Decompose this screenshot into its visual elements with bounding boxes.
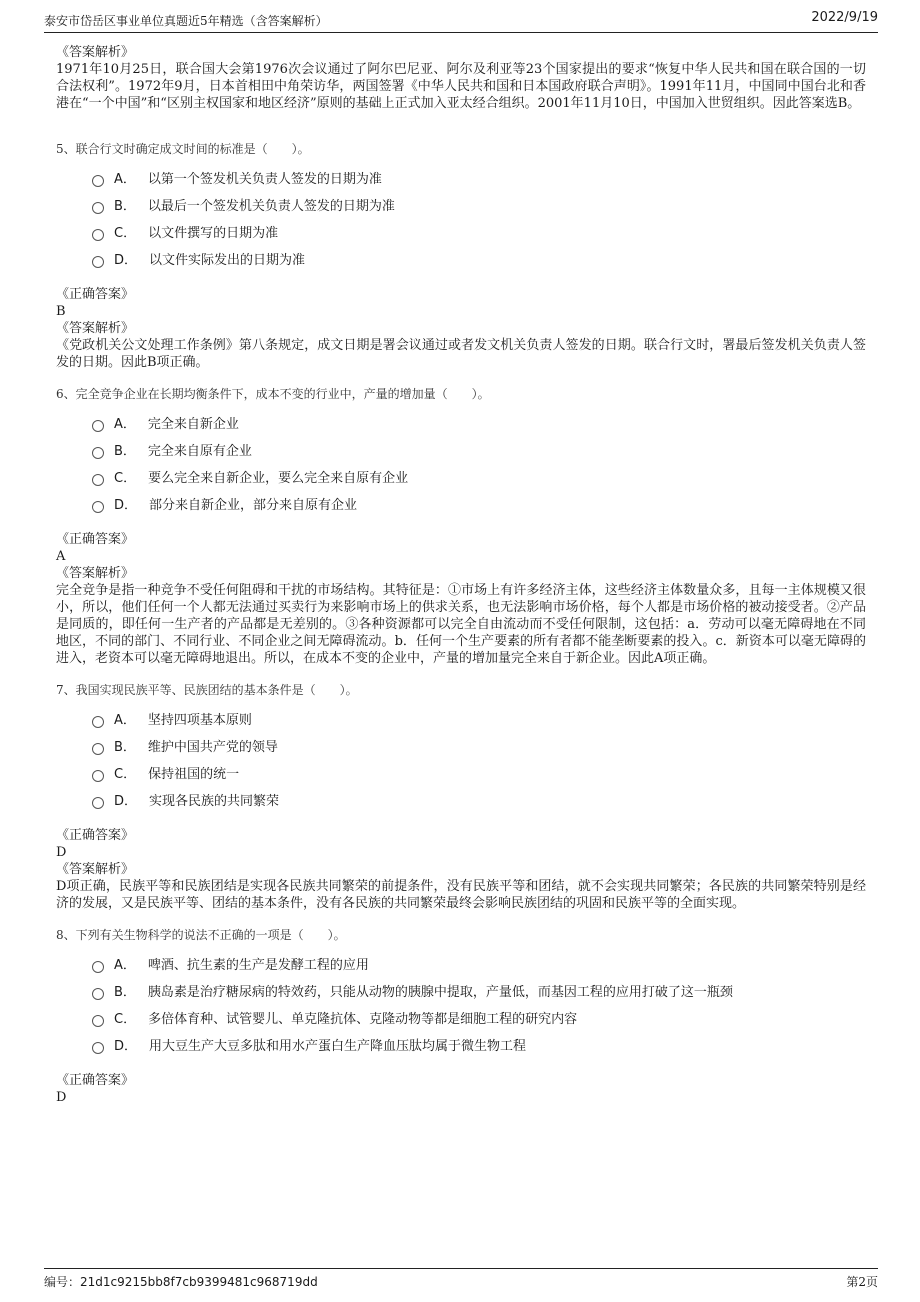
page-content: [56, 44, 866, 1106]
option-q7-d[interactable]: D． 实现各民族的共同繁荣: [92, 786, 866, 813]
analysis-text: 完全竞争是指一种竞争不受任何阻碍和干扰的市场结构。其特征是：①市场上有许多经济主体，这些经济主体数量众多，且每一主体规模又很小，所以，他们任何一个人都无法通过买卖行为来影响市场上的供求关系，也无法影响市场价格，每个人都是市场价格的被动接受者。②产品是同质的，即任何一生产者的产品都是无差别的。③各种资源都可以完全自由流动而不受任何限制，这包括：a．劳动可以毫无障碍地在不同地区，不同的部门、不同行业、不同企业之间无障碍流动。b．任何一个生产要素的所有者都不能垄断要素的投入。c．新资本可以毫无障碍的进入，老资本可以毫无障碍地退出。所以，在成本不变的企业中，产量的增加量完全来自于新企业。因此A项正确。: [56, 583, 866, 666]
option-q7-c[interactable]: C． 保持祖国的统一: [92, 759, 866, 786]
correct-answer-label: 《正确答案》: [56, 1073, 135, 1088]
radio-icon[interactable]: [92, 961, 104, 973]
page-footer: [44, 1268, 878, 1291]
option-q7-b[interactable]: B． 维护中国共产党的领导: [92, 732, 866, 759]
option-q5-c[interactable]: C． 以文件撰写的日期为准: [92, 218, 866, 245]
radio-icon[interactable]: [92, 988, 104, 1000]
option-q6-a[interactable]: A． 完全来自新企业: [92, 409, 866, 436]
radio-icon[interactable]: [92, 716, 104, 728]
radio-icon[interactable]: [92, 202, 104, 214]
document-date: 2022/9/19: [811, 10, 878, 25]
analysis-label: 《答案解析》: [56, 45, 135, 60]
question-7: 7、我国实现民族平等、民族团结的基本条件是（ ）。: [56, 683, 358, 697]
radio-icon[interactable]: [92, 770, 104, 782]
correct-answer-label: 《正确答案》: [56, 828, 135, 843]
radio-icon[interactable]: [92, 256, 104, 268]
question-5: 5、联合行文时确定成文时间的标准是（ ）。: [56, 142, 310, 156]
option-q8-a[interactable]: A． 啤酒、抗生素的生产是发酵工程的应用: [92, 950, 866, 977]
analysis-label: 《答案解析》: [56, 862, 135, 877]
options-q6: [92, 409, 866, 517]
radio-icon[interactable]: [92, 474, 104, 486]
correct-answer-label: 《正确答案》: [56, 532, 135, 547]
options-q5: [92, 164, 866, 272]
document-code: 编号：21d1c9215bb8f7cb9399481c968719dd: [44, 1275, 318, 1289]
option-q8-c[interactable]: C． 多倍体育种、试管婴儿、单克隆抗体、克隆动物等都是细胞工程的研究内容: [92, 1004, 866, 1031]
options-q7: [92, 705, 866, 813]
correct-answer: D: [56, 845, 67, 860]
option-q8-d[interactable]: D． 用大豆生产大豆多肽和用水产蛋白生产降血压肽均属于微生物工程: [92, 1031, 866, 1058]
radio-icon[interactable]: [92, 1015, 104, 1027]
option-q6-c[interactable]: C． 要么完全来自新企业，要么完全来自原有企业: [92, 463, 866, 490]
radio-icon[interactable]: [92, 797, 104, 809]
radio-icon[interactable]: [92, 447, 104, 459]
option-q5-a[interactable]: A． 以第一个签发机关负责人签发的日期为准: [92, 164, 866, 191]
correct-answer: A: [56, 549, 66, 564]
correct-answer: D: [56, 1090, 67, 1105]
option-q5-d[interactable]: D． 以文件实际发出的日期为准: [92, 245, 866, 272]
analysis-label: 《答案解析》: [56, 321, 135, 336]
analysis-text: D项正确，民族平等和民族团结是实现各民族共同繁荣的前提条件，没有民族平等和团结，就不会实现共同繁荣；各民族的共同繁荣特别是经济的发展，又是民族平等、团结的基本条件，没有各民族的共同繁荣最终会影响民族团结的巩固和民族平等的全面实现。: [56, 879, 866, 911]
analysis-label: 《答案解析》: [56, 566, 135, 581]
question-8: 8、下列有关生物科学的说法不正确的一项是（ ）。: [56, 928, 346, 942]
page-number: 第2页: [846, 1275, 878, 1289]
radio-icon[interactable]: [92, 175, 104, 187]
page-header: [44, 10, 878, 33]
correct-answer: B: [56, 304, 66, 319]
radio-icon[interactable]: [92, 420, 104, 432]
analysis-text: 1971年10月25日，联合国大会第1976次会议通过了阿尔巴尼亚、阿尔及利亚等23个国家提出的要求“恢复中华人民共和国在联合国的一切合法权利”。1972年9月，日本首相田中角荣访华，两国签署《中华人民共和国和日本国政府联合声明》。1991年11月，中国同中国台北和香港在“一个中国”和“区别主权国家和地区经济”原则的基础上正式加入亚太经合组织。2001年11月10日，中国加入世贸组织。因此答案选B。: [56, 62, 866, 111]
radio-icon[interactable]: [92, 743, 104, 755]
option-q6-d[interactable]: D． 部分来自新企业，部分来自原有企业: [92, 490, 866, 517]
option-q8-b[interactable]: B． 胰岛素是治疗糖尿病的特效药，只能从动物的胰腺中提取，产量低，而基因工程的应用打破了这一瓶颈: [92, 977, 866, 1004]
option-q6-b[interactable]: B． 完全来自原有企业: [92, 436, 866, 463]
analysis-text: 《党政机关公文处理工作条例》第八条规定，成文日期是署会议通过或者发文机关负责人签发的日期。联合行文时，署最后签发机关负责人签发的日期。因此B项正确。: [56, 338, 866, 370]
option-q5-b[interactable]: B． 以最后一个签发机关负责人签发的日期为准: [92, 191, 866, 218]
radio-icon[interactable]: [92, 229, 104, 241]
options-q8: [92, 950, 866, 1058]
document-title: 泰安市岱岳区事业单位真题近5年精选（含答案解析）: [44, 14, 328, 28]
question-6: 6、完全竞争企业在长期均衡条件下，成本不变的行业中，产量的增加量（ ）。: [56, 387, 490, 401]
radio-icon[interactable]: [92, 501, 104, 513]
radio-icon[interactable]: [92, 1042, 104, 1054]
option-q7-a[interactable]: A． 坚持四项基本原则: [92, 705, 866, 732]
correct-answer-label: 《正确答案》: [56, 287, 135, 302]
